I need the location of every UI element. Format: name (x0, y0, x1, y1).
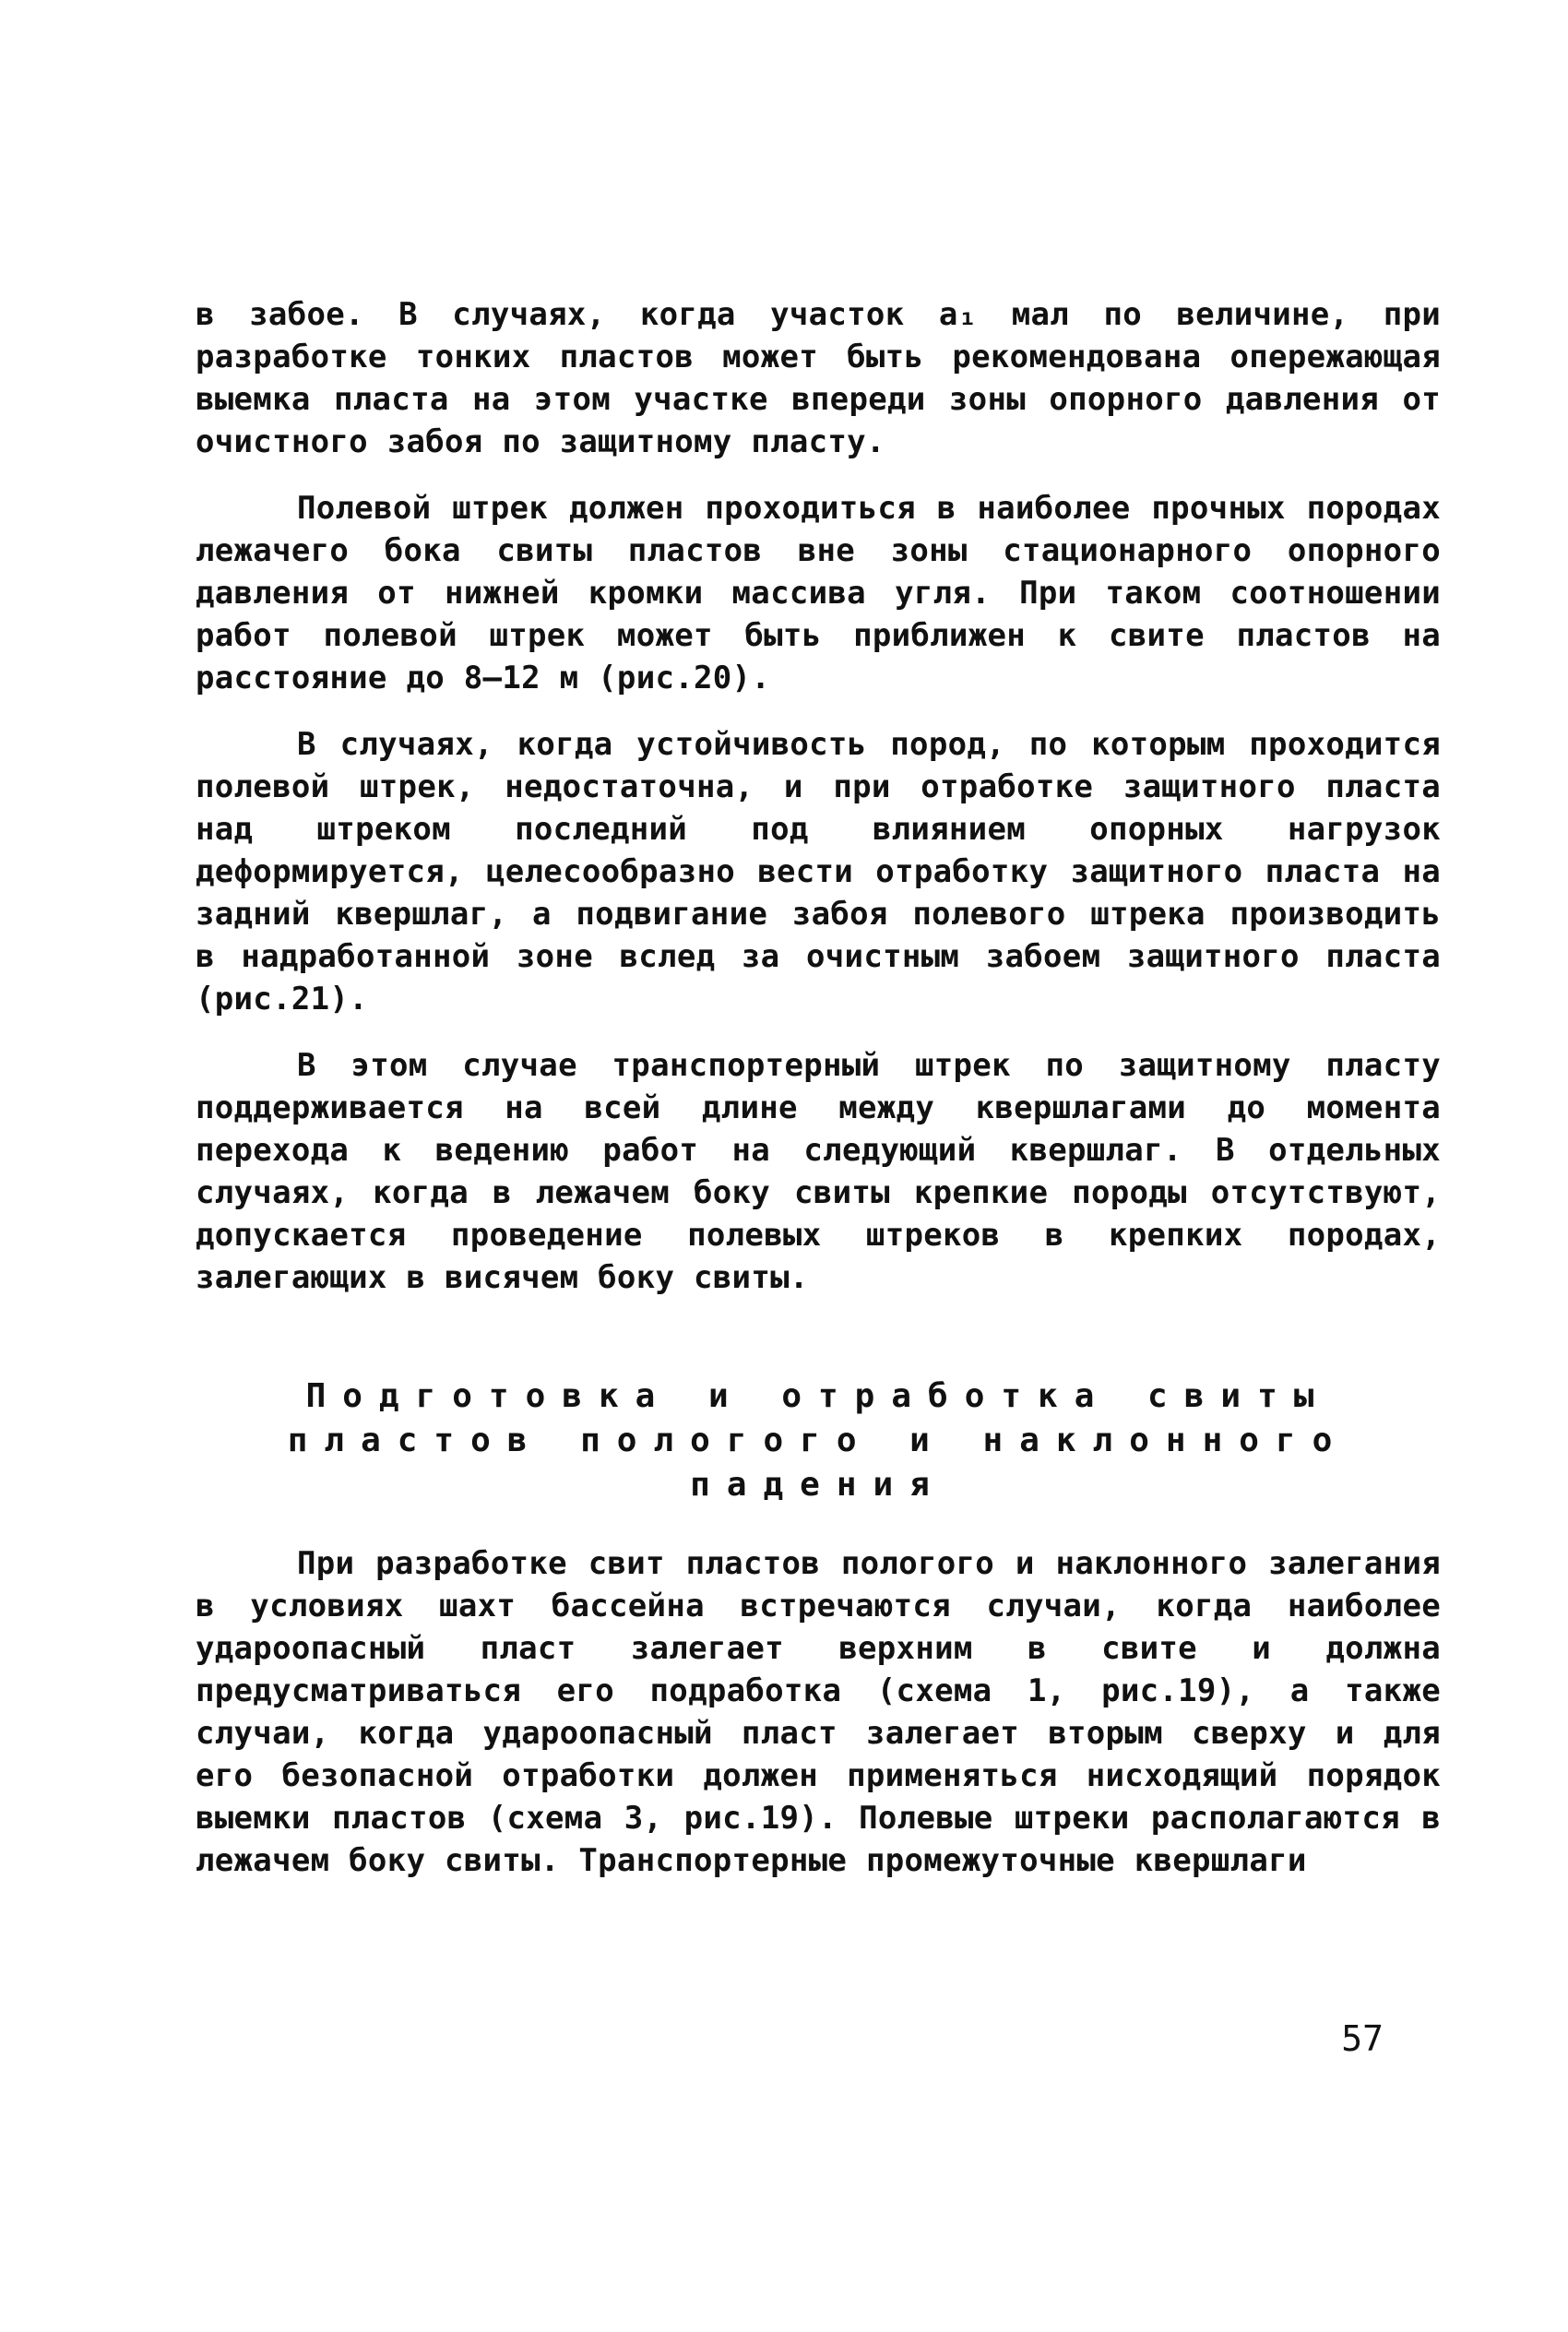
heading-line-2: пластов пологого и наклонного (287, 1422, 1349, 1459)
body-text-lower (196, 1542, 1441, 1882)
heading-line-3: падения (690, 1466, 946, 1504)
paragraph-3: В случаях, когда устойчивость пород, по которым проходится полевой штрек, недостаточна, и при отработке защитного пласта над штреком последний под влиянием опорных нагрузок деформируется, целесообразно вести отработку защитного пласта на задний квершлаг, а подвигание забоя полевого штрека производить в надработанной зоне вслед за очистным забоем защитного пласта (рис.21). (196, 726, 1441, 1017)
body-text-upper (196, 293, 1441, 1299)
paragraph-1: в забое. В случаях, когда участок a₁ мал по величине, при разработке тонких пластов может быть рекомендована опережающая выемка пласта на этом участке впереди зоны опорного давления от очистного забоя по защитному пласту. (196, 296, 1441, 460)
heading-line-1: Подготовка и отработка свиты (305, 1377, 1331, 1415)
paragraph-2: Полевой штрек должен проходиться в наиболее прочных породах лежачего бока свиты пластов вне зоны стационарного опорного давления от нижней кромки массива угля. При таком соотношении работ полевой штрек может быть приближен к свите пластов на расстояние до 8–12 м (рис.20). (196, 490, 1441, 696)
section-heading (196, 1374, 1441, 1507)
paragraph-5: При разработке свит пластов пологого и наклонного залегания в условиях шахт бассейна встречаются случаи, когда наиболее удароопасный пласт залегает верхним в свите и должна предусматриваться его подработка (схема 1, рис.19), а также случаи, когда удароопасный пласт залегает вторым сверху и для его безопасной отработки должен применяться нисходящий порядок выемки пластов (схема 3, рис.19). Полевые штреки располагаются в лежачем боку свиты. Транспортерные промежуточные квершлаги (196, 1545, 1441, 1879)
page-number: 57 (1341, 2018, 1384, 2059)
paragraph-4: В этом случае транспортерный штрек по защитному пласту поддерживается на всей длине между квершлагами до момента перехода к ведению работ на следующий квершлаг. В отдельных случаях, когда в лежачем боку свиты крепкие породы отсутствуют, допускается проведение полевых штреков в крепких породах, залегающих в висячем боку свиты. (196, 1047, 1441, 1296)
